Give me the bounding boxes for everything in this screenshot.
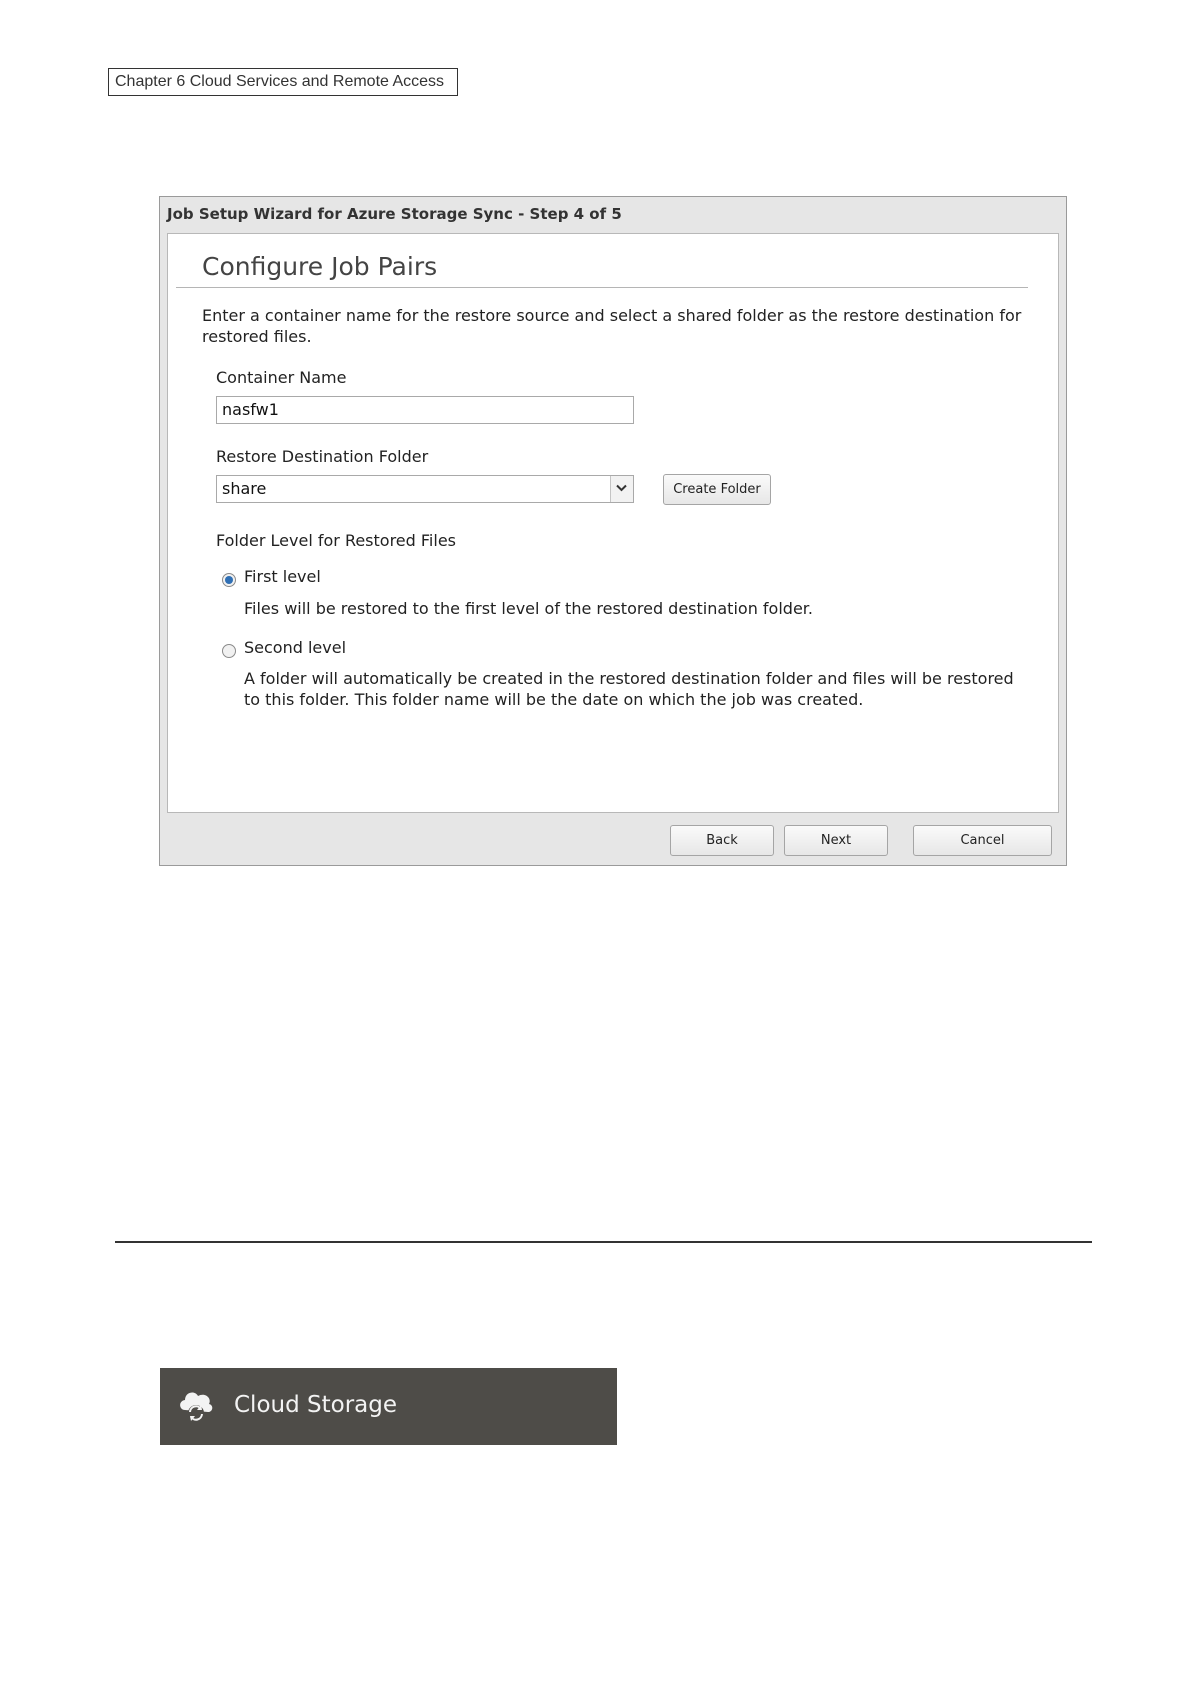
cloud-storage-label: Cloud Storage <box>234 1392 397 1418</box>
intro-text: Enter a container name for the restore source and select a shared folder as the restore destination for restored files. <box>202 306 1022 346</box>
section-title: Configure Job Pairs <box>202 252 438 281</box>
first-level-radio[interactable] <box>222 573 236 587</box>
first-level-description: Files will be restored to the first level of the restored destination folder. <box>244 599 813 618</box>
dialog-body <box>167 233 1059 813</box>
dialog-title: Job Setup Wizard for Azure Storage Sync - Step 4 of 5 <box>167 205 622 223</box>
restore-destination-value: share <box>222 479 267 498</box>
container-name-input[interactable]: nasfw1 <box>216 396 634 424</box>
cloud-storage-banner[interactable] <box>160 1368 617 1445</box>
chevron-down-icon[interactable] <box>610 476 633 502</box>
job-setup-wizard-dialog <box>159 196 1067 866</box>
folder-level-label: Folder Level for Restored Files <box>216 531 456 550</box>
second-level-description: A folder will automatically be created in the restored destination folder and files will be restored to this folder. This folder name will be the date on which the job was created. <box>244 669 1014 709</box>
second-level-radio[interactable] <box>222 644 236 658</box>
create-folder-button[interactable]: Create Folder <box>663 474 771 505</box>
back-button[interactable]: Back <box>670 825 774 856</box>
next-button[interactable]: Next <box>784 825 888 856</box>
second-level-label: Second level <box>244 638 347 657</box>
cloud-sync-icon <box>176 1386 216 1428</box>
section-divider <box>176 287 1028 288</box>
first-level-label: First level <box>244 567 321 586</box>
section-rule <box>115 1241 1092 1243</box>
container-name-label: Container Name <box>216 368 347 387</box>
restore-destination-select[interactable] <box>216 475 634 503</box>
cancel-button[interactable]: Cancel <box>913 825 1052 856</box>
restore-destination-label: Restore Destination Folder <box>216 447 429 466</box>
chapter-label: Chapter 6 Cloud Services and Remote Access <box>108 68 458 96</box>
